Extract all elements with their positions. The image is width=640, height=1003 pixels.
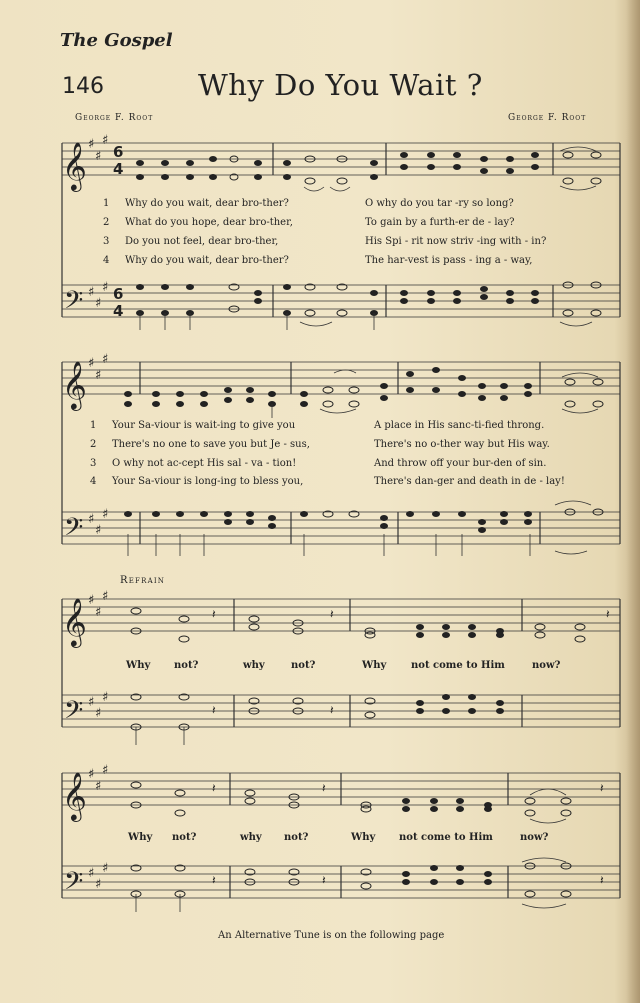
svg-text:♯: ♯: [88, 356, 95, 371]
svg-text:♯: ♯: [95, 368, 102, 383]
svg-text:♯: ♯: [102, 589, 109, 604]
refrain-word: why: [243, 660, 265, 671]
verse-text-first-half: Why do you wait, dear bro-ther?: [125, 255, 289, 266]
music-credit: George F. Root: [508, 113, 587, 123]
staff-lines-s2-bass: [62, 512, 620, 544]
svg-text:𝄽: 𝄽: [606, 607, 610, 621]
verse-text-second-half: There's dan-ger and death in de - lay!: [374, 476, 565, 487]
svg-text:♯: ♯: [102, 280, 109, 295]
svg-text:6: 6: [113, 285, 124, 303]
svg-text:♯: ♯: [95, 779, 102, 794]
verse-number: 1: [103, 198, 110, 209]
svg-text:♯: ♯: [102, 133, 109, 148]
system1-verse-line: [103, 217, 615, 228]
refrain-word: Why: [128, 832, 153, 843]
svg-text:𝄽: 𝄽: [322, 781, 326, 795]
svg-text:♯: ♯: [102, 352, 109, 367]
verse-text-second-half: To gain by a furth-er de - lay?: [365, 217, 515, 228]
verse-number: 1: [90, 420, 97, 431]
system2-verse-line: [90, 439, 604, 450]
quarter-rests: [212, 607, 610, 887]
verse-text-second-half: The har-vest is pass - ing a - way,: [365, 255, 533, 266]
svg-text:♯: ♯: [95, 877, 102, 892]
svg-text:𝄽: 𝄽: [330, 703, 334, 717]
svg-text:♯: ♯: [88, 767, 95, 782]
words-credit: George F. Root: [75, 113, 154, 123]
svg-text:𝄽: 𝄽: [212, 781, 216, 795]
verse-text-second-half: A place in His sanc-ti-fied throng.: [374, 420, 545, 431]
treble-clef-icon: 𝄞: [62, 360, 87, 409]
svg-text:𝄽: 𝄽: [322, 873, 326, 887]
verse-text-first-half: There's no one to save you but Je - sus,: [112, 439, 310, 450]
staff-lines-s1-treble: [62, 143, 620, 175]
bass-clef-icon: 𝄢: [64, 286, 84, 321]
verse-text-second-half: O why do you tar -ry so long?: [365, 198, 514, 209]
svg-text:4: 4: [113, 160, 124, 178]
svg-text:♯: ♯: [88, 137, 95, 152]
verse-text-first-half: Why do you wait, dear bro-ther?: [125, 198, 289, 209]
refrain-word: not?: [172, 832, 197, 843]
verse-number: 3: [103, 236, 110, 247]
staff-lines-s2-treble: [62, 362, 620, 394]
refrain-word: not come to Him: [411, 660, 505, 671]
svg-text:♯: ♯: [102, 690, 109, 705]
svg-text:♯: ♯: [95, 296, 102, 311]
refrain-word: not?: [174, 660, 199, 671]
refrain-word: Why: [351, 832, 376, 843]
svg-text:4: 4: [113, 302, 124, 320]
svg-text:𝄽: 𝄽: [330, 607, 334, 621]
svg-text:♯: ♯: [102, 507, 109, 522]
svg-text:♯: ♯: [95, 523, 102, 538]
time-signature: [113, 143, 123, 320]
staff-lines-r1-treble: [62, 599, 620, 631]
verse-number: 2: [90, 439, 97, 450]
verse-number: 4: [103, 255, 110, 266]
svg-text:♯: ♯: [88, 695, 95, 710]
verse-number: 3: [90, 458, 97, 469]
refrain-label: Refrain: [120, 575, 166, 586]
svg-text:♯: ♯: [95, 149, 102, 164]
svg-text:♯: ♯: [88, 285, 95, 300]
refrain-word: now?: [532, 660, 561, 671]
verse-text-second-half: His Spi - rit now striv -ing with - in?: [365, 236, 547, 247]
verse-number: 4: [90, 476, 97, 487]
svg-text:♯: ♯: [95, 706, 102, 721]
refrain-word: not?: [284, 832, 309, 843]
system2-verse-line: [90, 420, 604, 431]
svg-text:𝄽: 𝄽: [212, 703, 216, 717]
svg-text:𝄽: 𝄽: [600, 873, 604, 887]
svg-text:6: 6: [113, 143, 124, 161]
verse-text-first-half: Do you not feel, dear bro-ther,: [125, 236, 279, 247]
treble-clef-icon: 𝄞: [62, 597, 87, 646]
verse-text-first-half: Your Sa-viour is long-ing to bless you,: [112, 476, 304, 487]
staff-lines-r1-bass: [62, 695, 620, 727]
verse-text-first-half: What do you hope, dear bro-ther,: [125, 217, 293, 228]
refrain-word: now?: [520, 832, 549, 843]
verse-text-second-half: There's no o-ther way but His way.: [374, 439, 550, 450]
svg-text:♯: ♯: [102, 763, 109, 778]
verse-number: 2: [103, 217, 110, 228]
hymn-number: 146: [62, 74, 104, 99]
treble-clef-icon: 𝄞: [62, 771, 87, 820]
svg-text:𝄽: 𝄽: [212, 607, 216, 621]
verse-text-second-half: And throw off your bur-den of sin.: [374, 458, 547, 469]
refrain-word: Why: [126, 660, 151, 671]
svg-text:♯: ♯: [88, 512, 95, 527]
system2-verse-line: [90, 476, 604, 487]
verse-text-first-half: O why not ac-cept His sal - va - tion!: [112, 458, 297, 469]
alternative-tune-note: An Alternative Tune is on the following page: [218, 930, 445, 941]
refrain-word: Why: [362, 660, 387, 671]
svg-text:𝄽: 𝄽: [212, 873, 216, 887]
refrain-word: not?: [291, 660, 316, 671]
svg-text:♯: ♯: [88, 866, 95, 881]
bass-clef-icon: 𝄢: [64, 696, 84, 731]
svg-text:♯: ♯: [102, 861, 109, 876]
treble-clef-icon: 𝄞: [62, 141, 87, 190]
section-heading: The Gospel: [60, 30, 173, 51]
svg-text:♯: ♯: [95, 605, 102, 620]
refrain-word: why: [240, 832, 262, 843]
bass-clef-icon: 𝄢: [64, 513, 84, 548]
system1-verse-line: [103, 198, 615, 209]
hymn-title: Why Do You Wait ?: [198, 68, 483, 102]
system2-verse-line: [90, 458, 604, 469]
svg-text:♯: ♯: [88, 593, 95, 608]
bass-clef-icon: 𝄢: [64, 867, 84, 902]
system1-verse-line: [103, 255, 615, 266]
verse-text-first-half: Your Sa-viour is wait-ing to give you: [112, 420, 296, 431]
svg-text:𝄽: 𝄽: [600, 781, 604, 795]
system1-verse-line: [103, 236, 615, 247]
refrain-word: not come to Him: [399, 832, 493, 843]
